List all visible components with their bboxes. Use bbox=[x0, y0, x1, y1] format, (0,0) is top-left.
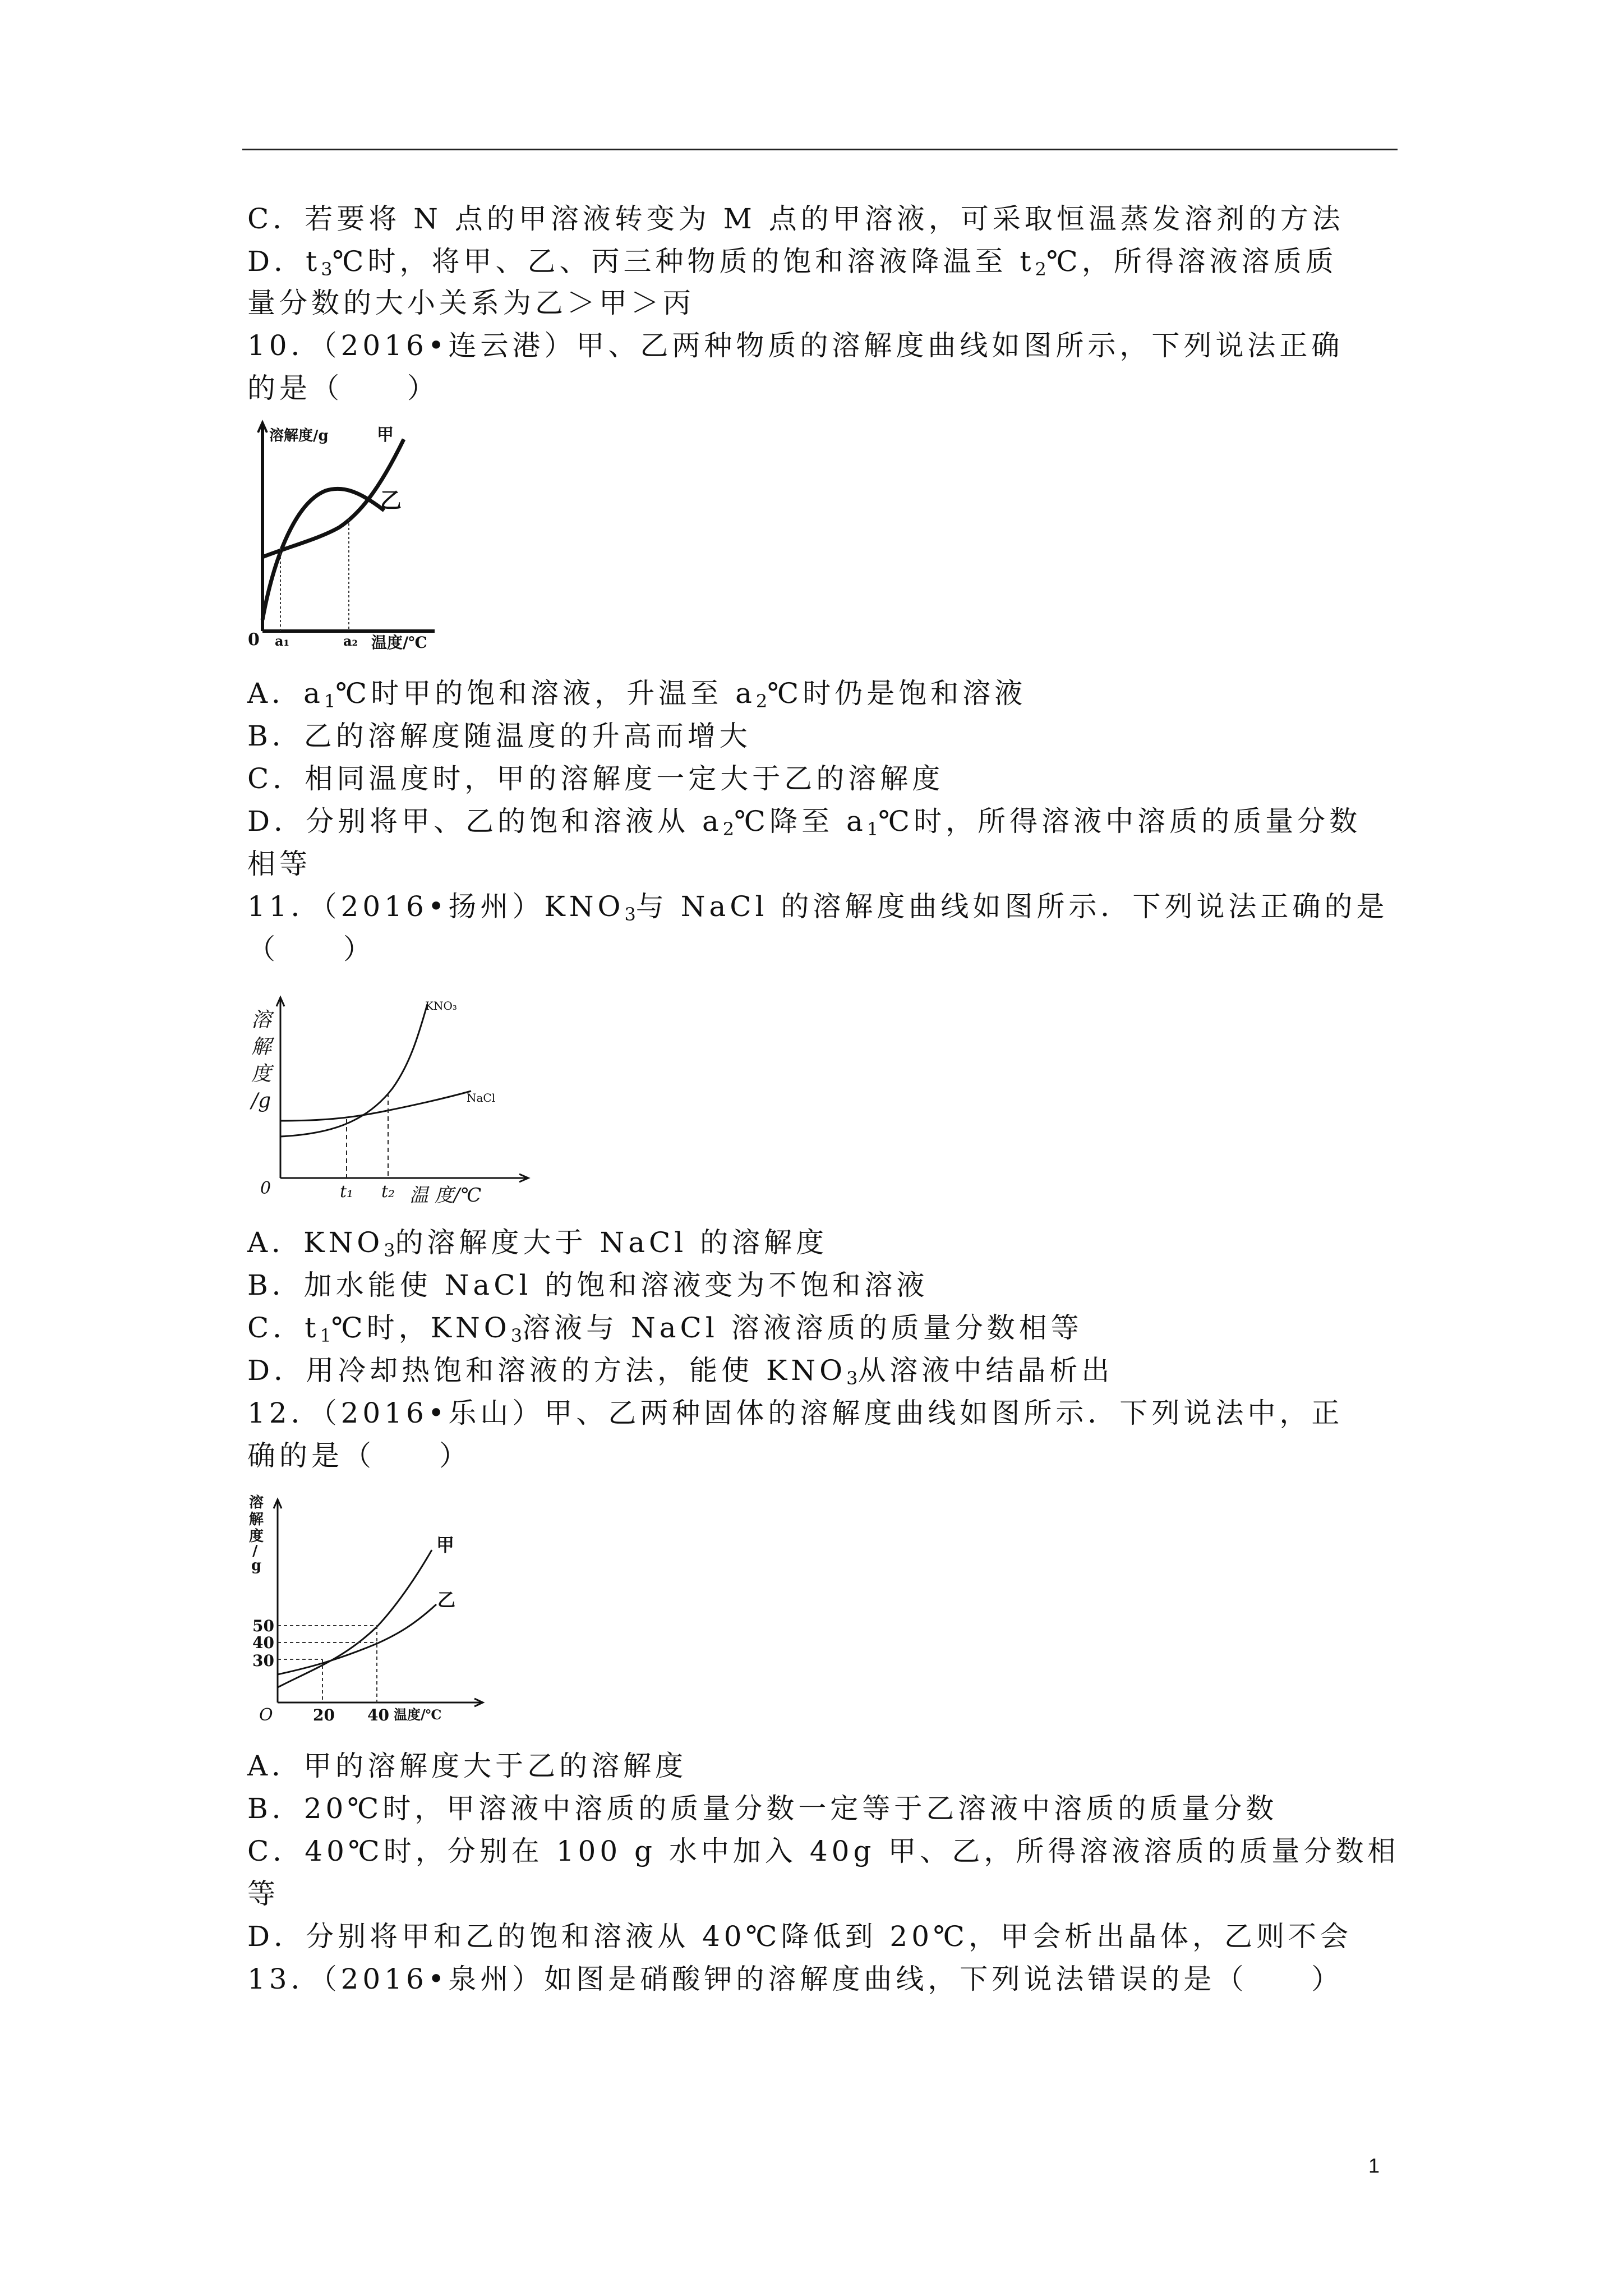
q11-y-label-2: 解 bbox=[251, 1036, 272, 1059]
q12-curve-yi-label: 乙 bbox=[437, 1589, 456, 1611]
q10-curve-yi-label: 乙 bbox=[380, 487, 402, 513]
q12-curve-jia-label: 甲 bbox=[436, 1534, 455, 1556]
q12-y-label-3: 度 bbox=[249, 1528, 264, 1545]
q9-option-d-cont: 量分数的大小关系为乙＞甲＞丙 bbox=[247, 287, 695, 319]
q10-tick-a1: a₁ bbox=[275, 633, 290, 649]
q9-option-c: C．若要将 N 点的甲溶液转变为 M 点的甲溶液，可采取恒温蒸发溶剂的方法 bbox=[247, 203, 1344, 235]
q12-option-b: B．20℃时，甲溶液中溶质的质量分数一定等于乙溶液中溶质的质量分数 bbox=[247, 1792, 1278, 1825]
q11-y-label-4: /g bbox=[251, 1089, 271, 1112]
q12-origin-label: O bbox=[259, 1705, 273, 1725]
q11-option-b: B．加水能使 NaCl 的饱和溶液变为不饱和溶液 bbox=[247, 1269, 929, 1301]
q12-solubility-graph bbox=[247, 1489, 482, 1736]
q12-y-label-5: g bbox=[251, 1557, 262, 1574]
q11-y-label-3: 度 bbox=[251, 1062, 272, 1085]
q9-option-d: D．$t_3℃$时，将甲、乙、丙三种物质的饱和溶液降温至 $t_2℃$，所得溶液溶质质 bbox=[247, 245, 1338, 280]
q13-stem: 13．（2016•泉州）如图是硝酸钾的溶解度曲线，下列说法错误的是（ ） bbox=[247, 1963, 1344, 1995]
q11-x-label: 温 度/℃ bbox=[409, 1184, 482, 1207]
q10-option-b: B．乙的溶解度随温度的升高而增大 bbox=[247, 720, 751, 752]
q10-tick-a2: a₂ bbox=[343, 633, 358, 649]
q12-tick-x20: 20 bbox=[313, 1706, 335, 1724]
q12-y-label-2: 解 bbox=[249, 1511, 264, 1528]
q11-option-c: C．$t_1℃$时，$KNO_3$溶液与 NaCl 溶液溶质的质量分数相等 bbox=[247, 1312, 1083, 1346]
q10-option-a: A．$a_1℃$时甲的饱和溶液，升温至 $a_2℃$时仍是饱和溶液 bbox=[247, 677, 1027, 712]
q10-solubility-graph bbox=[247, 418, 437, 659]
q10-y-label: 溶解度/g bbox=[269, 427, 329, 444]
q10-stem-cont: 的是（ ） bbox=[247, 372, 439, 404]
q11-curve-kno3-label: KNO₃ bbox=[425, 999, 457, 1013]
q12-stem-cont: 确的是（ ） bbox=[247, 1439, 471, 1472]
q11-stem: 11．（2016•扬州）$KNO_3$与 NaCl 的溶解度曲线如图所示．下列说法正确的是 bbox=[247, 890, 1389, 925]
q11-option-d: D．用冷却热饱和溶液的方法，能使 $KNO_3$从溶液中结晶析出 bbox=[247, 1354, 1114, 1389]
q12-option-d: D．分别将甲和乙的饱和溶液从 40℃降低到 20℃，甲会析出晶体，乙则不会 bbox=[247, 1920, 1352, 1953]
q12-curve-yi bbox=[278, 1604, 436, 1674]
q11-stem-cont: （ ） bbox=[247, 933, 375, 965]
q12-tick-y50: 50 bbox=[252, 1617, 274, 1635]
q12-tick-y30: 30 bbox=[252, 1651, 274, 1670]
q10-origin-label: 0 bbox=[248, 630, 260, 650]
page-number: 1 bbox=[1368, 2154, 1380, 2177]
q12-option-c: C．40℃时，分别在 100 g 水中加入 40g 甲、乙，所得溶液溶质的质量分数相 bbox=[247, 1835, 1400, 1867]
q11-tick-t2: t₂ bbox=[381, 1182, 395, 1202]
q12-y-label-1: 溶 bbox=[249, 1494, 264, 1511]
q10-curve-jia-label: 甲 bbox=[377, 425, 394, 445]
q11-origin-label: 0 bbox=[260, 1179, 271, 1198]
q12-curve-jia bbox=[278, 1550, 432, 1687]
q12-option-c-cont: 等 bbox=[247, 1878, 279, 1910]
q10-option-c: C．相同温度时，甲的溶解度一定大于乙的溶解度 bbox=[247, 762, 944, 795]
q10-option-d-cont: 相等 bbox=[247, 848, 311, 880]
q12-y-label-4: / bbox=[252, 1543, 258, 1559]
q11-y-label-1: 溶 bbox=[251, 1009, 272, 1032]
header-rule bbox=[242, 149, 1398, 150]
q10-option-d: D．分别将甲、乙的饱和溶液从 $a_2℃$降至 $a_1℃$时，所得溶液中溶质的质量分数 bbox=[247, 805, 1362, 840]
q10-stem: 10．（2016•连云港）甲、乙两种物质的溶解度曲线如图所示，下列说法正确 bbox=[247, 329, 1344, 362]
q11-option-a: A．$KNO_3$的溶解度大于 NaCl 的溶解度 bbox=[247, 1226, 828, 1261]
q11-solubility-graph bbox=[247, 993, 561, 1217]
q12-tick-y40: 40 bbox=[252, 1634, 274, 1652]
q11-tick-t1: t₁ bbox=[340, 1182, 354, 1202]
q11-curve-nacl-label: NaCl bbox=[467, 1091, 496, 1105]
q12-x-label: 温度/℃ bbox=[394, 1706, 442, 1723]
q12-tick-x40: 40 bbox=[367, 1706, 389, 1724]
q12-stem: 12．（2016•乐山）甲、乙两种固体的溶解度曲线如图所示．下列说法中，正 bbox=[247, 1397, 1344, 1429]
q12-option-a: A．甲的溶解度大于乙的溶解度 bbox=[247, 1750, 688, 1782]
q10-x-label: 温度/℃ bbox=[371, 633, 427, 652]
